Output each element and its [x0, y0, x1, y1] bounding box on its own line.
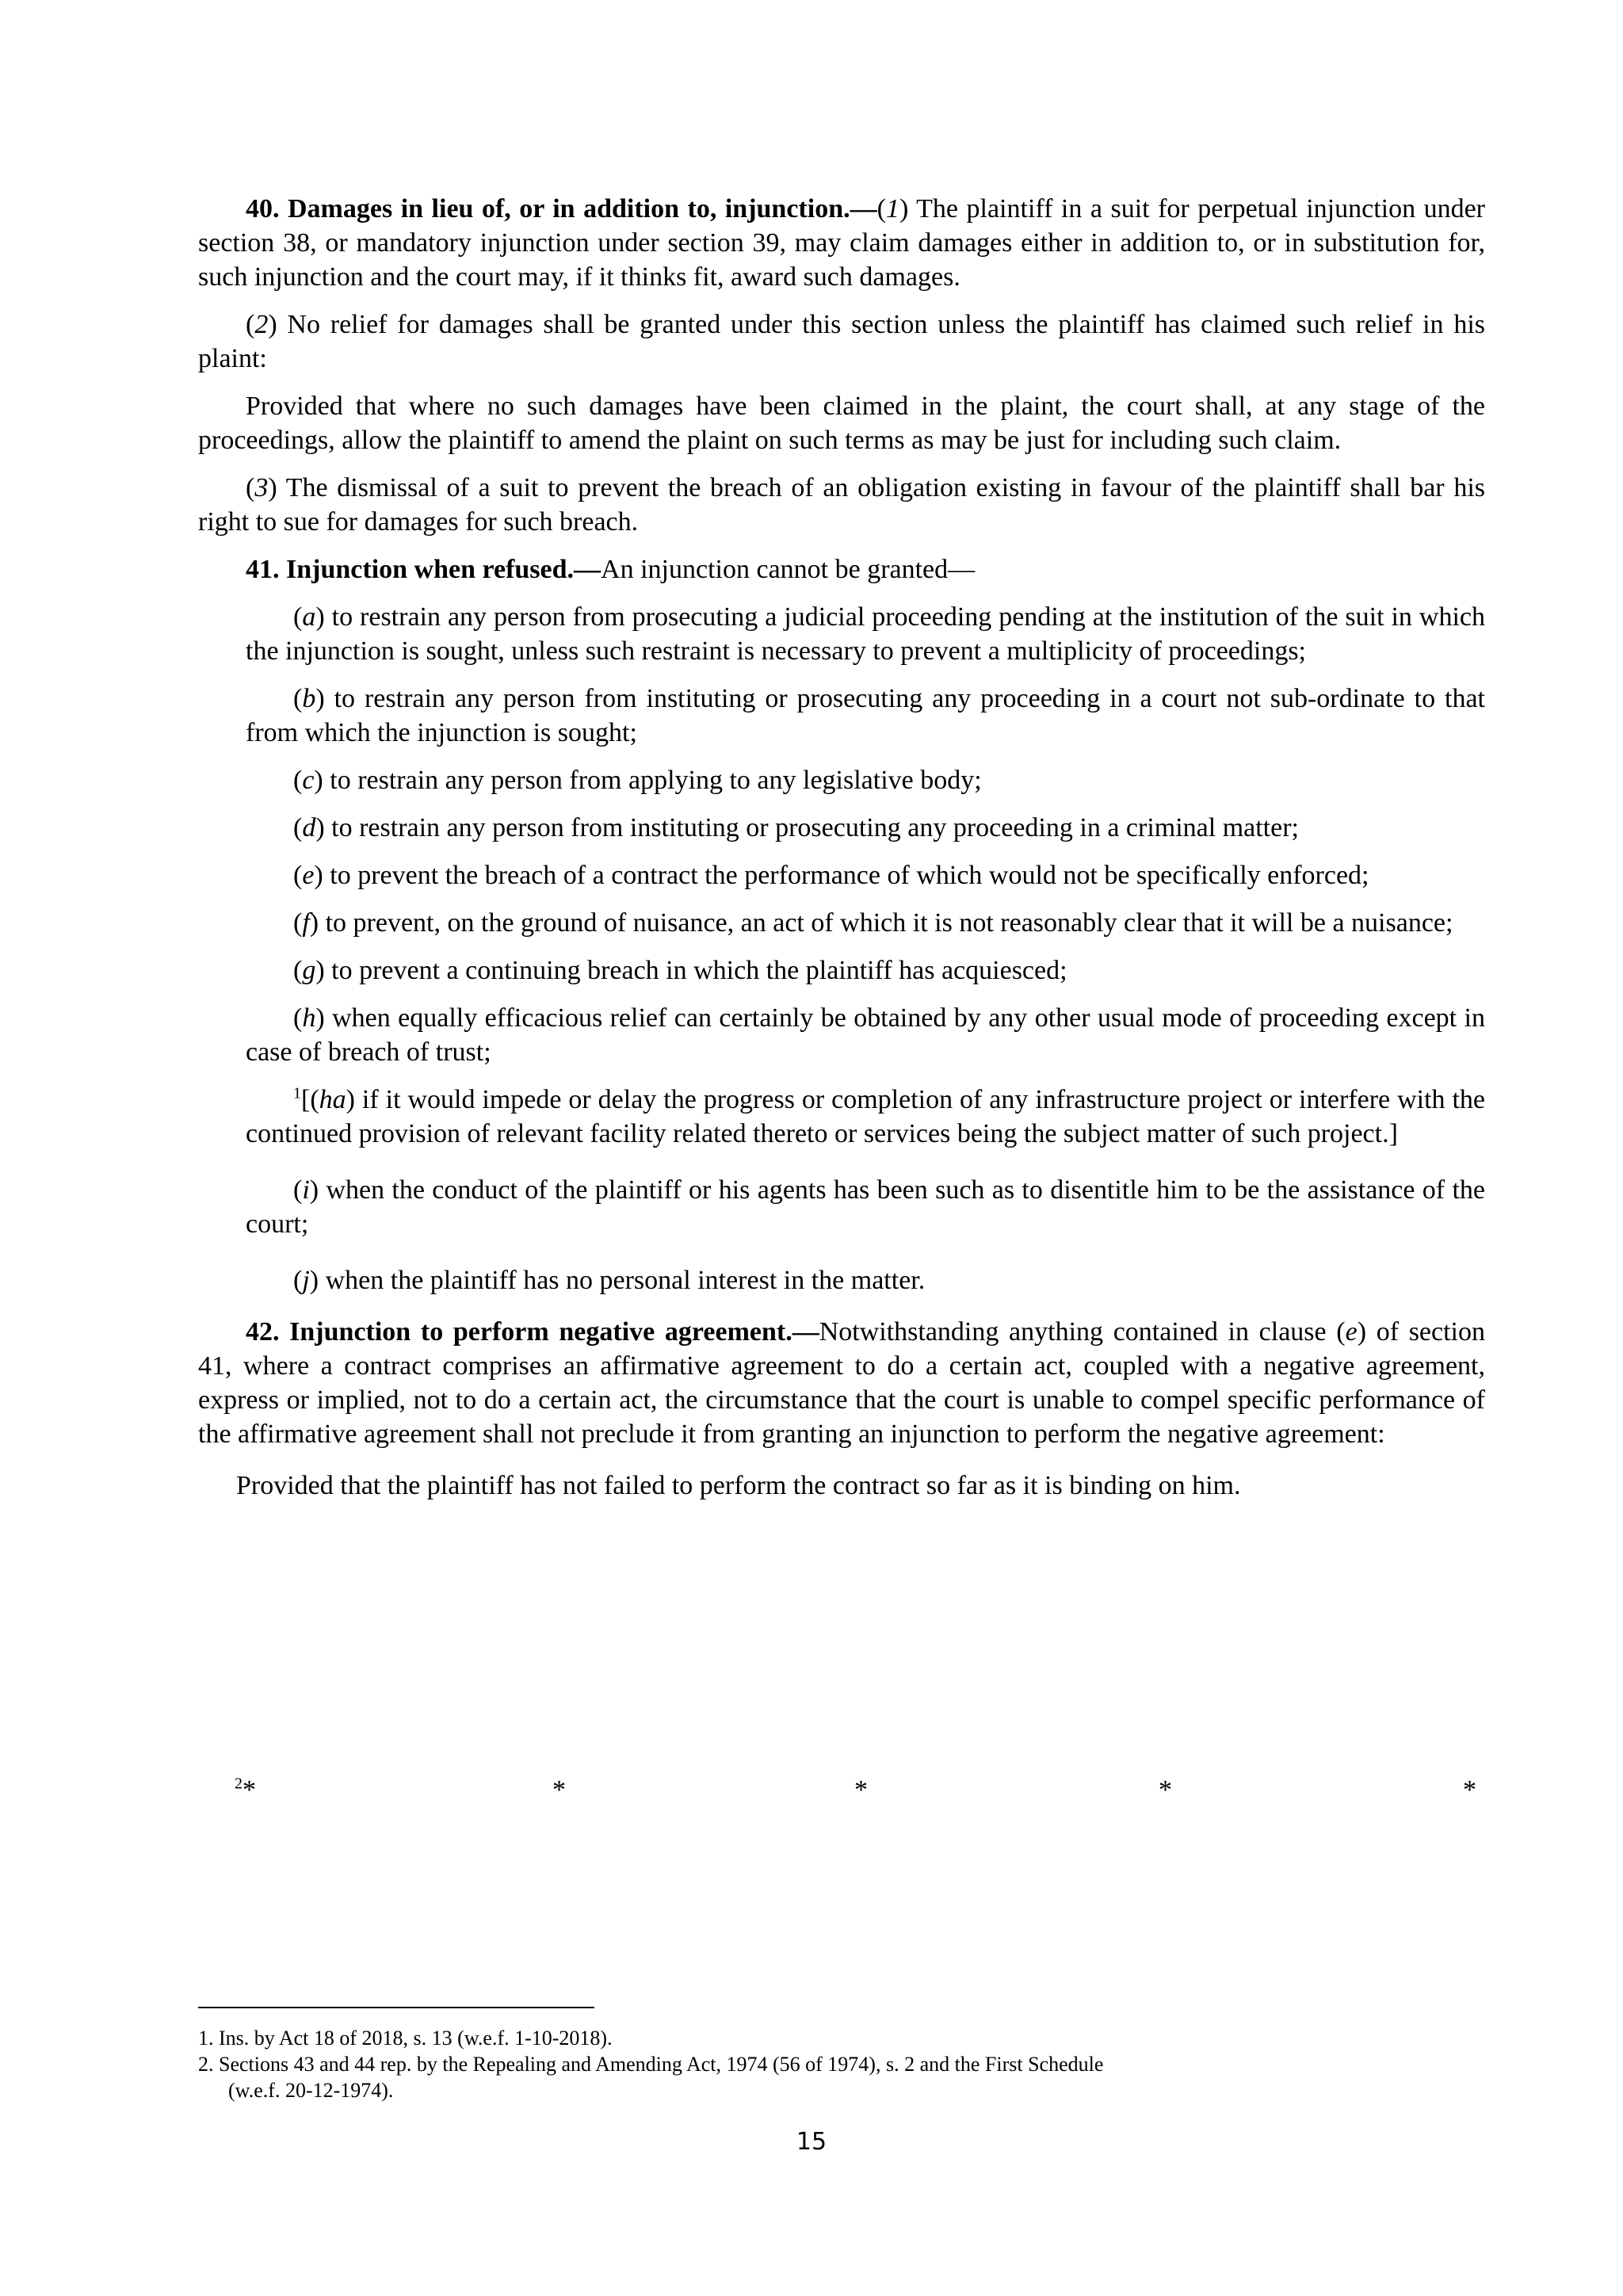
- footnote-marker-2: 2: [235, 1775, 242, 1793]
- section-41-heading: 41. Injunction when refused.—: [246, 555, 601, 584]
- clause-a: (a) to restrain any person from prosecuting a judicial proceeding pending at the institution of the suit in which the injunction is sought, unless such restraint is necessary to prevent a multiplicity of proceedings;: [246, 602, 1485, 666]
- section-40-sub-2: (2) No relief for damages shall be granted under this section unless the plaintiff has claimed such relief in his plaint:: [198, 310, 1485, 373]
- footnotes: [198, 2025, 1485, 2103]
- omission-star-2: *: [552, 1775, 566, 1805]
- clause-g: (g) to prevent a continuing breach in which the plaintiff has acquiesced;: [293, 956, 1067, 985]
- clause-i: (i) when the conduct of the plaintiff or his agents has been such as to disentitle him to be the assistance of the court;: [246, 1175, 1485, 1239]
- footnote-marker-1: 1: [293, 1084, 301, 1102]
- footnote-divider: [198, 2007, 594, 2008]
- section-41-intro: 41. Injunction when refused.—An injunction cannot be granted—: [246, 555, 976, 584]
- section-40-heading: 40. Damages in lieu of, or in addition to, injunction.—: [246, 194, 877, 223]
- clause-b: (b) to restrain any person from instituting or prosecuting any proceeding in a court not sub-ordinate to that from which the injunction is sought;: [246, 684, 1485, 747]
- document-body: [198, 192, 1485, 1503]
- clause-ha: $^1$[(ha) if it would impede or delay the progress or completion of any infrastructure project or interfere with the continued provision of relevant facility related thereto or services being the subject matter of such project.]: [246, 1084, 1485, 1148]
- section-42: 42. Injunction to perform negative agreement.—Notwithstanding anything contained in clause (e) of section 41, where a contract comprises an affirmative agreement to do a certain act, coupled with a negative agreement, express or implied, not to do a certain act, the circumstance that the court is unable to compel specific performance of the affirmative agreement shall not preclude it from granting an injunction to perform the negative agreement:: [198, 1317, 1485, 1449]
- section-42-heading: 42. Injunction to perform negative agreement.—: [246, 1317, 819, 1347]
- clause-h: (h) when equally efficacious relief can certainly be obtained by any other usual mode of proceeding except in case of breach of trust;: [246, 1003, 1485, 1067]
- clause-j: (j) when the plaintiff has no personal interest in the matter.: [293, 1266, 926, 1295]
- footnote-2-continued: (w.e.f. 20-12-1974).: [228, 2079, 394, 2102]
- omission-star-4: *: [1159, 1775, 1172, 1805]
- section-42-proviso: Provided that the plaintiff has not failed to perform the contract so far as it is binding on him.: [236, 1471, 1241, 1500]
- footnote-2: 2. Sections 43 and 44 rep. by the Repealing and Amending Act, 1974 (56 of 1974), s. 2 and the First Schedule: [198, 2053, 1104, 2076]
- section-40-sub-1: 40. Damages in lieu of, or in addition to, injunction.—(1) The plaintiff in a suit for perpetual injunction under section 38, or mandatory injunction under section 39, may claim damages either in addition to, or in substitution for, such injunction and the court may, if it thinks fit, award such damages.: [198, 194, 1485, 292]
- omission-stars: [0, 1775, 1623, 1815]
- clause-c: (c) to restrain any person from applying to any legislative body;: [293, 766, 982, 795]
- footnote-1: 1. Ins. by Act 18 of 2018, s. 13 (w.e.f. 1-10-2018).: [198, 2027, 613, 2050]
- omission-star-1: $^2$*: [235, 1775, 256, 1805]
- clause-f: (f) to prevent, on the ground of nuisance, an act of which it is not reasonably clear that it will be a nuisance;: [293, 908, 1453, 938]
- omission-star-3: *: [854, 1775, 868, 1805]
- section-40-proviso: Provided that where no such damages have been claimed in the plaint, the court shall, at any stage of the proceedings, allow the plaintiff to amend the plaint on such terms as may be just for including such claim.: [198, 392, 1485, 455]
- omission-star-5: *: [1463, 1775, 1476, 1805]
- section-40-sub-3: (3) The dismissal of a suit to prevent the breach of an obligation existing in favour of the plaintiff shall bar his right to sue for damages for such breach.: [198, 473, 1485, 537]
- page-number: 15: [796, 2128, 827, 2156]
- clause-d: (d) to restrain any person from instituting or prosecuting any proceeding in a criminal matter;: [293, 813, 1299, 842]
- clause-e: (e) to prevent the breach of a contract the performance of which would not be specifically enforced;: [293, 861, 1369, 890]
